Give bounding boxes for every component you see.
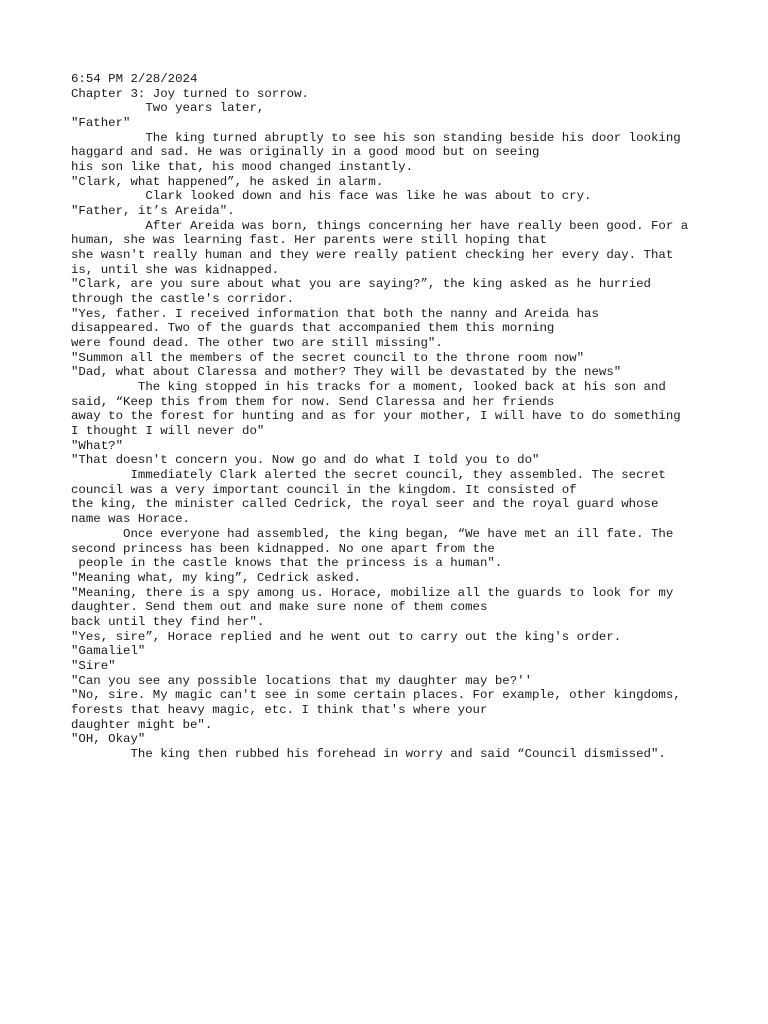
text-line: Once everyone had assembled, the king began, “We have met an ill fate. The xyxy=(71,526,674,541)
timestamp-line: 6:54 PM 2/28/2024 xyxy=(71,72,198,86)
text-line: council was a very important council in the kingdom. It consisted of xyxy=(71,482,577,497)
text-line: human, she was learning fast. Her parents were still hoping that xyxy=(71,233,547,248)
text-line: "Clark, are you sure about what you are saying?”, the king asked as he hurried xyxy=(71,277,651,292)
text-line: "Yes, father. I received information that both the nanny and Areida has xyxy=(71,306,599,321)
text-line: the king, the minister called Cedrick, the royal seer and the royal guard whose xyxy=(71,497,659,512)
text-line: "Can you see any possible locations that my daughter may be?'' xyxy=(71,673,533,688)
text-line: "Meaning, there is a spy among us. Horace, mobilize all the guards to look for my xyxy=(71,585,674,600)
text-line: name was Horace. xyxy=(71,512,190,527)
text-line: "Meaning what, my king”, Cedrick asked. xyxy=(71,570,361,585)
text-line: "Father, it’s Areida". xyxy=(71,204,235,219)
text-line: I thought I will never do" xyxy=(71,424,265,439)
text-line: people in the castle knows that the princess is a human". xyxy=(71,556,503,571)
text-line: his son like that, his mood changed instantly. xyxy=(71,160,414,175)
text-line: second princess has been kidnapped. No one apart from the xyxy=(71,541,495,556)
text-line: daughter might be". xyxy=(71,717,213,732)
text-line: The king turned abruptly to see his son standing beside his door looking xyxy=(71,130,681,145)
text-line: Clark looked down and his face was like he was about to cry. xyxy=(71,189,592,204)
text-line: were found dead. The other two are still missing". xyxy=(71,336,443,351)
text-line: "OH, Okay" xyxy=(71,732,146,747)
text-line: back until they find her". xyxy=(71,614,265,629)
text-line: "No, sire. My magic can't see in some certain places. For example, other kingdoms, xyxy=(71,688,681,703)
text-line: haggard and sad. He was originally in a good mood but on seeing xyxy=(71,145,540,160)
text-line: "Yes, sire”, Horace replied and he went out to carry out the king's order. xyxy=(71,629,622,644)
text-line: "Gamaliel" xyxy=(71,644,146,659)
text-line: is, until she was kidnapped. xyxy=(71,262,280,277)
text-line: After Areida was born, things concerning her have really been good. For a xyxy=(71,218,689,233)
text-line: forests that heavy magic, etc. I think that's where your xyxy=(71,702,488,717)
text-line: "Summon all the members of the secret council to the throne room now" xyxy=(71,350,585,365)
text-line: she wasn't really human and they were really patient checking her every day. That xyxy=(71,248,674,263)
text-line: "Father" xyxy=(71,116,131,131)
text-line: daughter. Send them out and make sure none of them comes xyxy=(71,600,488,615)
text-line: Immediately Clark alerted the secret council, they assembled. The secret xyxy=(71,468,666,483)
text-line: "What?" xyxy=(71,438,124,453)
text-line: The king then rubbed his forehead in worry and said “Council dismissed". xyxy=(71,746,666,761)
chapter-title: Chapter 3: Joy turned to sorrow. xyxy=(71,86,309,101)
document-body xyxy=(71,72,711,762)
text-line: The king stopped in his tracks for a moment, looked back at his son and xyxy=(71,380,666,395)
text-line: said, “Keep this from them for now. Send Claressa and her friends xyxy=(71,394,555,409)
text-line: "Sire" xyxy=(71,658,116,673)
text-line: through the castle's corridor. xyxy=(71,292,295,307)
text-line: "That doesn't concern you. Now go and do what I told you to do" xyxy=(71,453,540,468)
text-line: Two years later, xyxy=(71,101,265,116)
text-line: disappeared. Two of the guards that accompanied them this morning xyxy=(71,321,555,336)
text-line: "Clark, what happened”, he asked in alarm. xyxy=(71,174,384,189)
text-line: "Dad, what about Claressa and mother? They will be devastated by the news" xyxy=(71,365,622,380)
text-line: away to the forest for hunting and as for your mother, I will have to do something xyxy=(71,409,681,424)
